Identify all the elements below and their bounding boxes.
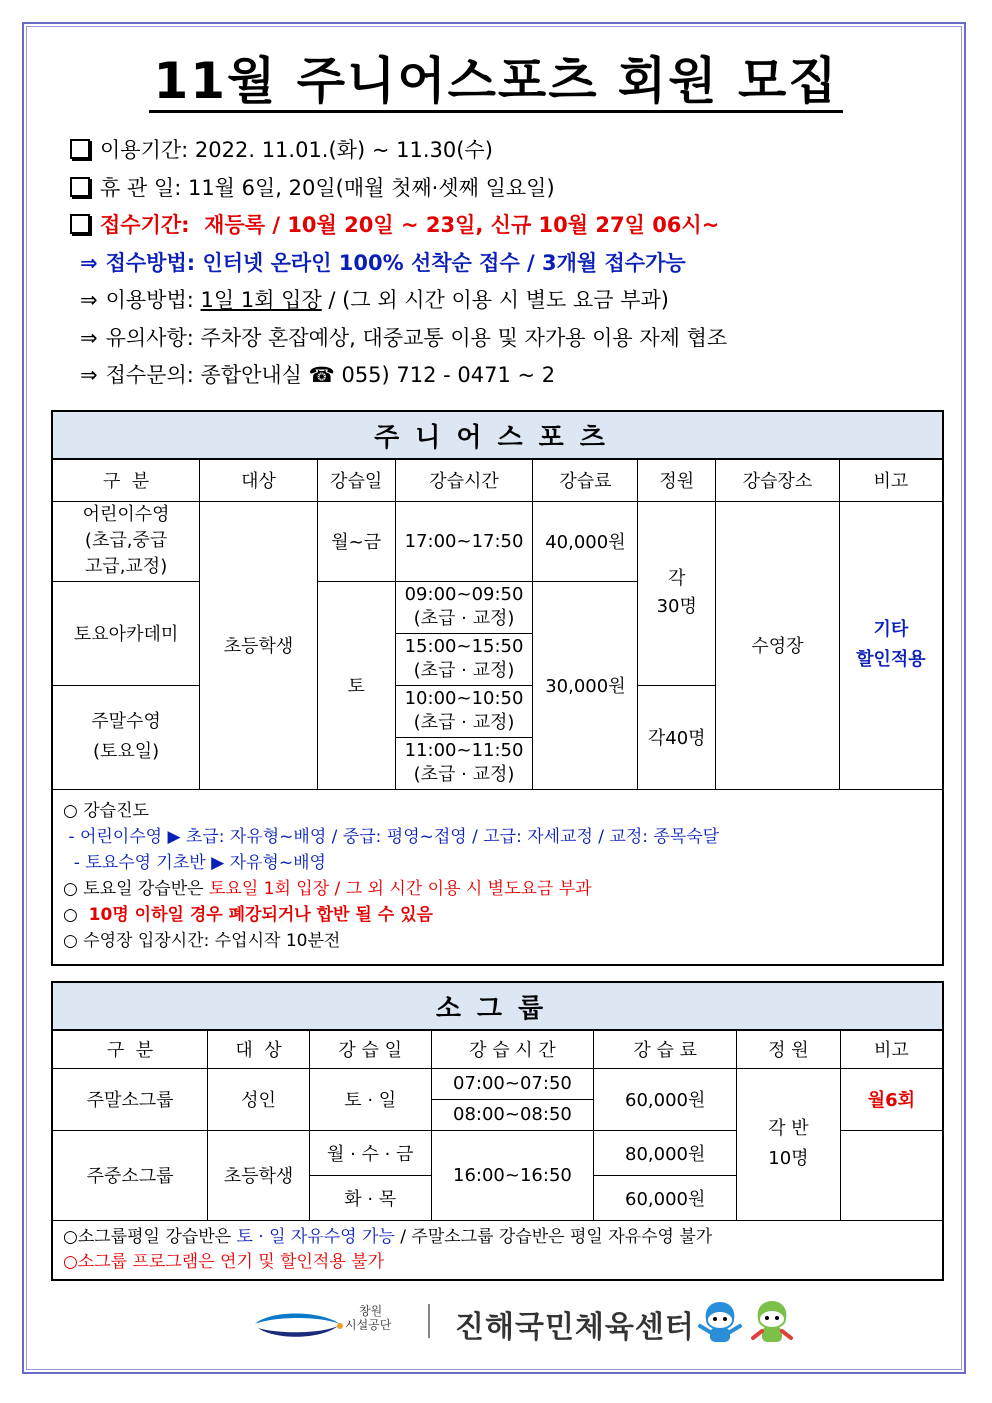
col-header: 강 습 일 <box>309 1030 431 1068</box>
weekend-group-time: 07:00~07:50 <box>431 1068 594 1099</box>
col-header: 대 상 <box>208 1030 310 1068</box>
arrow-icon: ⇒ <box>80 363 98 387</box>
col-header: 강습장소 <box>716 459 840 501</box>
weekend-group-time: 08:00~08:50 <box>431 1099 594 1130</box>
small-capacity: 각 반 10명 <box>737 1068 841 1220</box>
col-header: 구 분 <box>52 459 200 501</box>
footer-divider <box>428 1304 430 1338</box>
col-header: 강 습 료 <box>594 1030 737 1068</box>
usage-prefix: 이용방법: <box>105 288 201 312</box>
info-method <box>70 245 950 283</box>
col-header: 강습일 <box>317 459 395 501</box>
inquiry-prefix: 접수문의: 종합안내실 <box>105 363 309 387</box>
weekday-group-name: 주중소그룹 <box>52 1130 208 1220</box>
arrow-icon: ⇒ <box>80 250 98 275</box>
note-text-blue: 토 · 일 자유수영 가능 <box>236 1226 395 1247</box>
checkbox-icon <box>70 214 90 234</box>
junior-heading: 주니어스포츠 <box>52 411 943 459</box>
time-sat: 10:00~10:50 (초급 · 교정) <box>395 685 533 737</box>
col-header: 구 분 <box>52 1030 208 1068</box>
note-cell: 기타 할인적용 <box>839 501 943 789</box>
weekend-group-target: 성인 <box>208 1068 310 1130</box>
mascot-green-icon <box>748 1298 796 1348</box>
note-line: - 토요수영 기초반 ▶ 자유형~배영 <box>63 852 326 873</box>
closed-text: 휴 관 일: 11월 6일, 20일(매월 첫째·셋째 일요일) <box>100 175 555 200</box>
capacity-bottom: 각40명 <box>638 685 716 789</box>
title-text: 11월 주니어스포츠 회원 모집 <box>149 52 842 113</box>
weekend-swim-label: 주말수영 (토요일) <box>52 685 200 789</box>
col-header: 비고 <box>839 459 943 501</box>
info-usage <box>70 282 950 320</box>
org-name-line: 시설공단 <box>345 1318 392 1332</box>
note-text-red: 토요일 1회 입장 / 그 외 시간 이용 시 별도요금 부과 <box>209 878 592 899</box>
info-closed <box>70 170 950 208</box>
note-line: ○ 수영장 입장시간: 수업시작 10분전 <box>63 930 341 951</box>
reception-label: 접수기간: <box>100 213 190 237</box>
place-cell: 수영장 <box>716 501 840 789</box>
info-reception <box>70 207 950 245</box>
reception-value: 재등록 / 10월 20일 ~ 23일, 신규 10월 27일 06시~ <box>204 213 720 237</box>
caution-text: 유의사항: 주차장 혼잡예상, 대중교통 이용 및 자가용 이용 자제 협조 <box>105 325 728 350</box>
weekend-group-days: 토 · 일 <box>309 1068 431 1130</box>
org-name <box>345 1304 391 1332</box>
inquiry-suffix: 055) 712 - 0471 ~ 2 <box>334 363 556 387</box>
days-weekday: 월~금 <box>317 501 395 581</box>
col-header: 강 습 시 간 <box>431 1030 594 1068</box>
org-logo-icon <box>250 1310 345 1340</box>
kids-swim-label: 어린이수영 (초급,중급 고급,교정) <box>52 501 200 581</box>
time-sat: 15:00~15:50 (초급 · 교정) <box>395 633 533 685</box>
capacity-top: 각 30명 <box>638 501 716 685</box>
junior-notes <box>52 789 943 965</box>
note-line: ○ 강습진도 <box>63 800 149 821</box>
fee-sat: 30,000원 <box>533 581 638 789</box>
note-line <box>63 902 932 928</box>
weekday-group-days: 월 · 수 · 금 <box>309 1130 431 1175</box>
weekday-group-note <box>840 1130 943 1220</box>
col-header: 대상 <box>200 459 318 501</box>
note-line <box>63 1225 932 1250</box>
checkbox-icon <box>70 139 90 159</box>
info-period <box>70 132 950 170</box>
weekday-group-fee: 60,000원 <box>594 1175 737 1220</box>
arrow-icon: ⇒ <box>80 325 98 350</box>
note-text-red: 10명 이하일 경우 폐강되거나 합반 될 수 있음 <box>88 904 433 925</box>
weekend-group-fee: 60,000원 <box>594 1068 737 1130</box>
weekday-group-fee: 80,000원 <box>594 1130 737 1175</box>
days-sat: 토 <box>317 581 395 789</box>
note-text: ○ <box>63 904 89 925</box>
weekday-group-target: 초등학생 <box>208 1130 310 1220</box>
note-line: - 어린이수영 ▶ 초급: 자유형~배영 / 중급: 평영~접영 / 고급: 자세교정 / 교정: 종목숙달 <box>63 826 720 847</box>
weekend-group-name: 주말소그룹 <box>52 1068 208 1130</box>
mascot-blue-icon <box>696 1298 744 1348</box>
note-text: ○ 토요일 강습반은 <box>63 878 209 899</box>
page-title <box>0 52 992 110</box>
small-group-table <box>51 981 944 1281</box>
weekday-group-days: 화 · 목 <box>309 1175 431 1220</box>
phone-icon: ☎ <box>308 363 335 387</box>
sat-academy-label: 토요아카데미 <box>52 581 200 685</box>
time-sat: 11:00~11:50 (초급 · 교정) <box>395 737 533 789</box>
center-name: 진해국민체육센터 <box>455 1310 695 1345</box>
arrow-icon: ⇒ <box>80 288 98 312</box>
small-heading: 소그룹 <box>52 982 943 1030</box>
col-header: 정 원 <box>737 1030 841 1068</box>
method-text: 접수방법: 인터넷 온라인 100% 선착순 접수 / 3개월 접수가능 <box>105 250 686 275</box>
note-line <box>63 876 932 902</box>
info-inquiry <box>70 357 950 395</box>
weekday-group-time: 16:00~16:50 <box>431 1130 594 1220</box>
col-header: 강습료 <box>533 459 638 501</box>
col-header: 정원 <box>638 459 716 501</box>
fee-weekday: 40,000원 <box>533 501 638 581</box>
info-caution <box>70 320 950 358</box>
info-section <box>70 132 950 395</box>
time-weekday: 17:00~17:50 <box>395 501 533 581</box>
usage-suffix: / (그 외 시간 이용 시 별도 요금 부과) <box>321 288 669 312</box>
junior-header-row <box>52 459 943 501</box>
junior-table <box>51 410 944 966</box>
target-cell: 초등학생 <box>200 501 318 789</box>
footer <box>250 1298 810 1348</box>
time-sat: 09:00~09:50 (초급 · 교정) <box>395 581 533 633</box>
col-header: 강습시간 <box>395 459 533 501</box>
checkbox-icon <box>70 177 90 197</box>
usage-underlined: 1일 1회 입장 <box>200 288 322 312</box>
note-text: ○소그룹평일 강습반은 <box>63 1226 237 1247</box>
col-header: 비고 <box>840 1030 943 1068</box>
weekend-group-note: 월6회 <box>840 1068 943 1130</box>
note-text: / 주말소그룹 강습반은 평일 자유수영 불가 <box>394 1226 713 1247</box>
small-notes <box>52 1220 943 1280</box>
small-header-row <box>52 1030 943 1068</box>
period-text: 이용기간: 2022. 11.01.(화) ~ 11.30(수) <box>100 138 493 162</box>
org-name-line: 창원 <box>359 1304 383 1318</box>
note-line: ○소그룹 프로그램은 연기 및 할인적용 불가 <box>63 1251 385 1272</box>
